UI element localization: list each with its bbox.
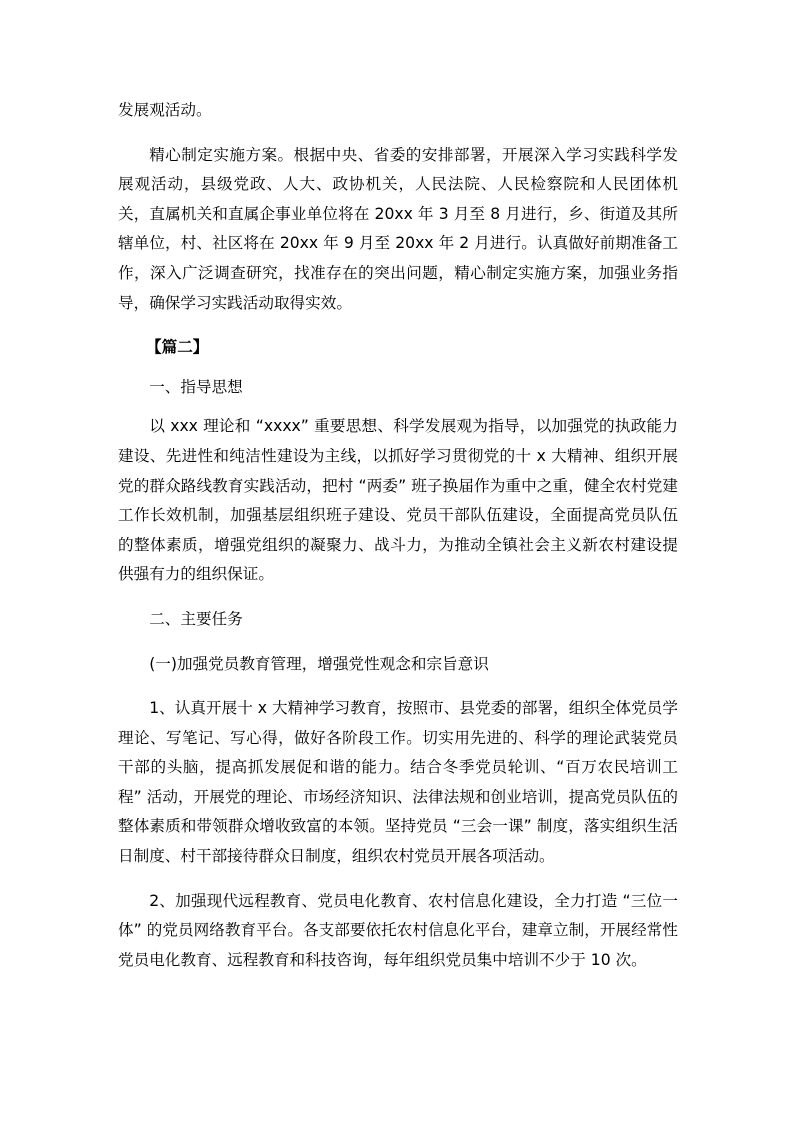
heading-guiding-thought: 一、指导思想 [149,377,243,396]
paragraph-guiding-thought: 以 xxx 理论和 “xxxx” 重要思想、科学发展观为指导，以加强党的执政能力建设、先进性和纯洁性建设为主线，以抓好学习贯彻党的十 x 大精神、组织开展党的群众路线教育实践活动，把村 “两委” 班子换届作为重中之重，健全农村党建工作长效机制，加强基层组织班子建设、党员干部队伍建设，全面提高党员队伍的整体素质，增强党组织的凝聚力、战斗力，为推动全镇社会主义新农村建设提供强有力的组织保证。 [118,417,678,584]
paragraph-plan: 精心制定实施方案。根据中央、省委的安排部署，开展深入学习实践科学发展观活动，县级党政、人大、政协机关，人民法院、人民检察院和人民团体机关，直属机关和直属企事业单位将在 20xx 年 3 月至 8 月进行，乡、街道及其所辖单位，村、社区将在 20xx 年 9 月至 20xx 年 2 月进行。认真做好前期准备工作，深入广泛调查研究，找准存在的突出问题，精心制定实施方案，加强业务指导，确保学习实践活动取得实效。 [118,145,678,312]
paragraph-item-two: 2、加强现代远程教育、党员电化教育、农村信息化建设，全力打造 “三位一体” 的党员网络教育平台。各支部要依托农村信息化平台，建章立制，开展经常性党员电化教育、远程教育和科技咨询，每年组织党员集中培训不少于 10 次。 [118,891,678,969]
paragraph-intro-tail: 发展观活动。 [118,101,212,119]
heading-task-one: (一)加强党员教育管理，增强党性观念和宗旨意识 [149,654,489,673]
document-page [118,96,678,975]
paragraph-item-one: 1、认真开展十 x 大精神学习教育，按照市、县党委的部署，组织全体党员学理论、写笔记、写心得，做好各阶段工作。切实用先进的、科学的理论武装党员干部的头脑，提高抓发展促和谐的能力。结合冬季党员轮训、“百万农民培训工程” 活动，开展党的理论、市场经济知识、法律法规和创业培训，提高党员队伍的整体素质和带领群众增收致富的本领。坚持党员 “三会一课” 制度，落实组织生活日制度、村干部接待群众日制度，组织农村党员开展各项活动。 [118,699,678,866]
section-title: 【篇二】 [146,338,209,357]
heading-main-tasks: 二、主要任务 [149,609,243,628]
